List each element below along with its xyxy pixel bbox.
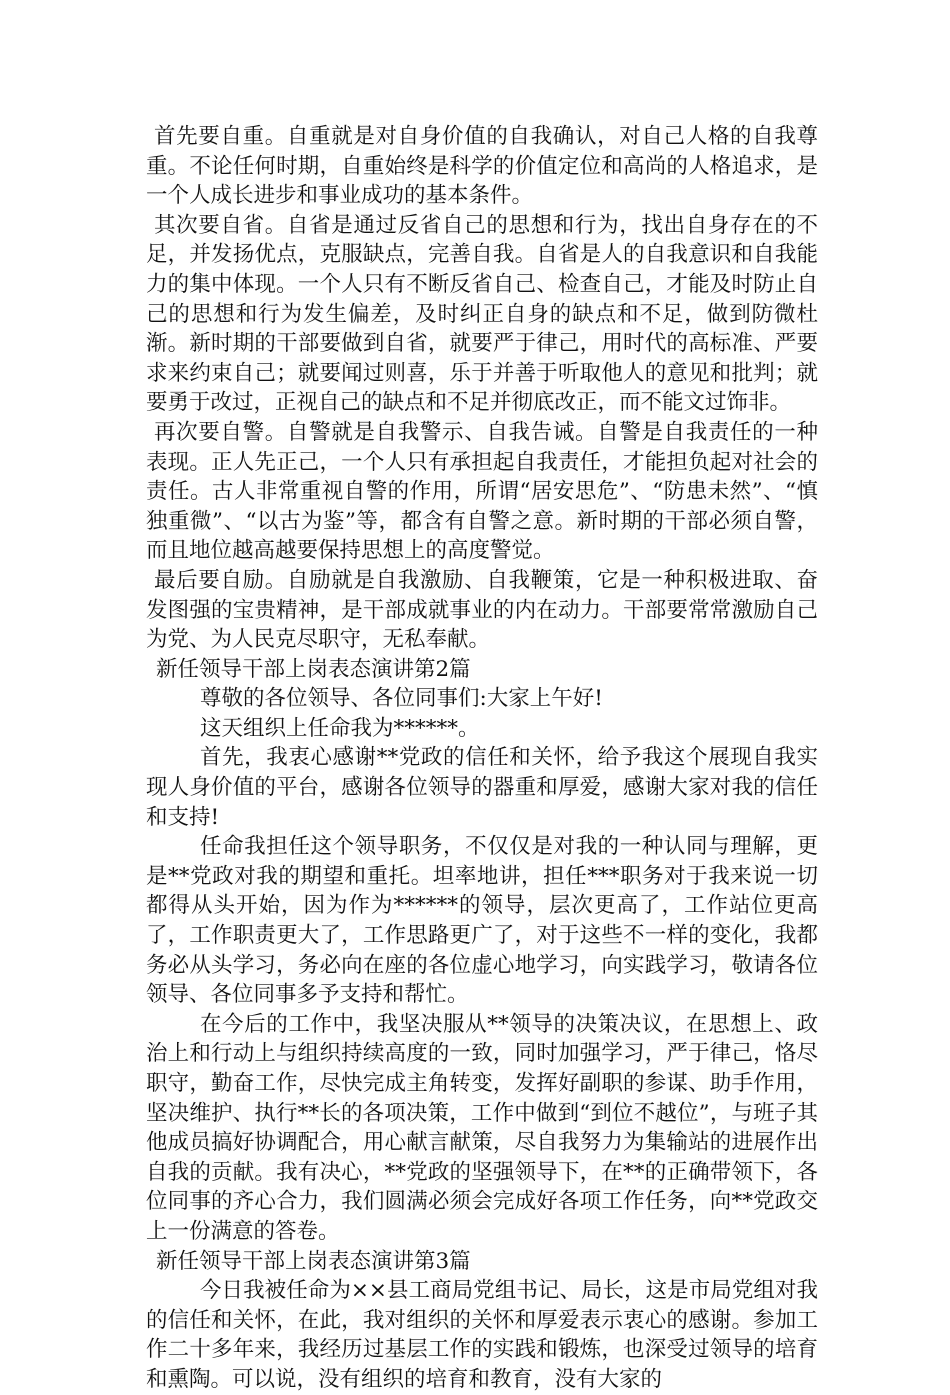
section-heading-2: 新任领导干部上岗表态演讲第2篇 [156,656,471,682]
paragraph-self-reflection: 其次要自省。自省是通过反省自己的思想和行为，找出自身存在的不足，并发扬优点，克服缺点，完善自我。自省是人的自我意识和自我能力的集中体现。一个人只有不断反省自己、检查自己，才能及时防止自己的思想和行为发生偏差，及时纠正自身的缺点和不足，做到防微杜渐。新时期的干部要做到自省，就要严于律己，用时代的高标准、严要求来约束自己；就要闻过则喜，乐于并善于听取他人的意见和批判；就要勇于改过，正视自己的缺点和不足并彻底改正，而不能文过饰非。 [146,212,818,416]
paragraph-self-warning: 再次要自警。自警就是自我警示、自我告诫。自警是自我责任的一种表现。正人先正己，一个人只有承担起自我责任，才能担负起对社会的责任。古人非常重视自警的作用，所谓“居安思危”、“防患未然”、“慎独重微”、“以古为鉴”等，都含有自警之意。新时期的干部必须自警，而且地位越高越要保持思想上的高度警觉。 [146,419,818,564]
paragraph-commitment: 在今后的工作中，我坚决服从**领导的决策决议，在思想上、政治上和行动上与组织持续高度的一致，同时加强学习，严于律己，恪尽职守，勤奋工作，尽快完成主角转变，发挥好副职的参谋、助手作用，坚决维护、执行**长的各项决策，工作中做到“到位不越位”，与班子其他成员搞好协调配合，用心献言献策，尽自我努力为集输站的进展作出自我的贡献。我有决心，**党政的坚强领导下，在**的正确带领下，各位同事的齐心合力，我们圆满必须会完成好各项工作任务，向**党政交上一份满意的答卷。 [146,1011,818,1244]
paragraph-thanks: 首先，我衷心感谢**党政的信任和关怀，给予我这个展现自我实现人身价值的平台，感谢各位领导的器重和厚爱，感谢大家对我的信任和支持! [146,745,818,830]
paragraph-self-encouragement: 最后要自励。自励就是自我激励、自我鞭策，它是一种积极进取、奋发图强的宝贵精神，是干部成就事业的内在动力。干部要常常激励自己为党、为人民克尽职守，无私奉献。 [146,567,818,653]
paragraph-appointment-3: 今日我被任命为××县工商局党组书记、局长，这是市局党组对我的信任和关怀，在此，我对组织的关怀和厚爱表示衷心的感谢。参加工作二十多年来，我经历过基层工作的实践和锻炼，也深受过领导的培育和熏陶。可以说，没有组织的培育和教育，没有大家的 [146,1278,818,1392]
document-body [146,122,818,1395]
paragraph-greeting: 尊敬的各位领导、各位同事们:大家上午好! [200,686,603,712]
section-heading-3: 新任领导干部上岗表态演讲第3篇 [156,1248,471,1274]
paragraph-self-respect: 首先要自重。自重就是对自身价值的自我确认，对自己人格的自我尊重。不论任何时期，自重始终是科学的价值定位和高尚的人格追求，是一个人成长进步和事业成功的基本条件。 [146,124,818,209]
paragraph-appointment: 这天组织上任命我为******。 [200,715,480,741]
paragraph-responsibility: 任命我担任这个领导职务，不仅仅是对我的一种认同与理解，更是**党政对我的期望和重托。坦率地讲，担任***职务对于我来说一切都得从头开始，因为作为******的领导，层次更高了，工作站位更高了，工作职责更大了，工作思路更广了，对于这些不一样的变化，我都务必从头学习，务必向在座的各位虚心地学习，向实践学习，敬请各位领导、各位同事多予支持和帮忙。 [146,834,818,1008]
